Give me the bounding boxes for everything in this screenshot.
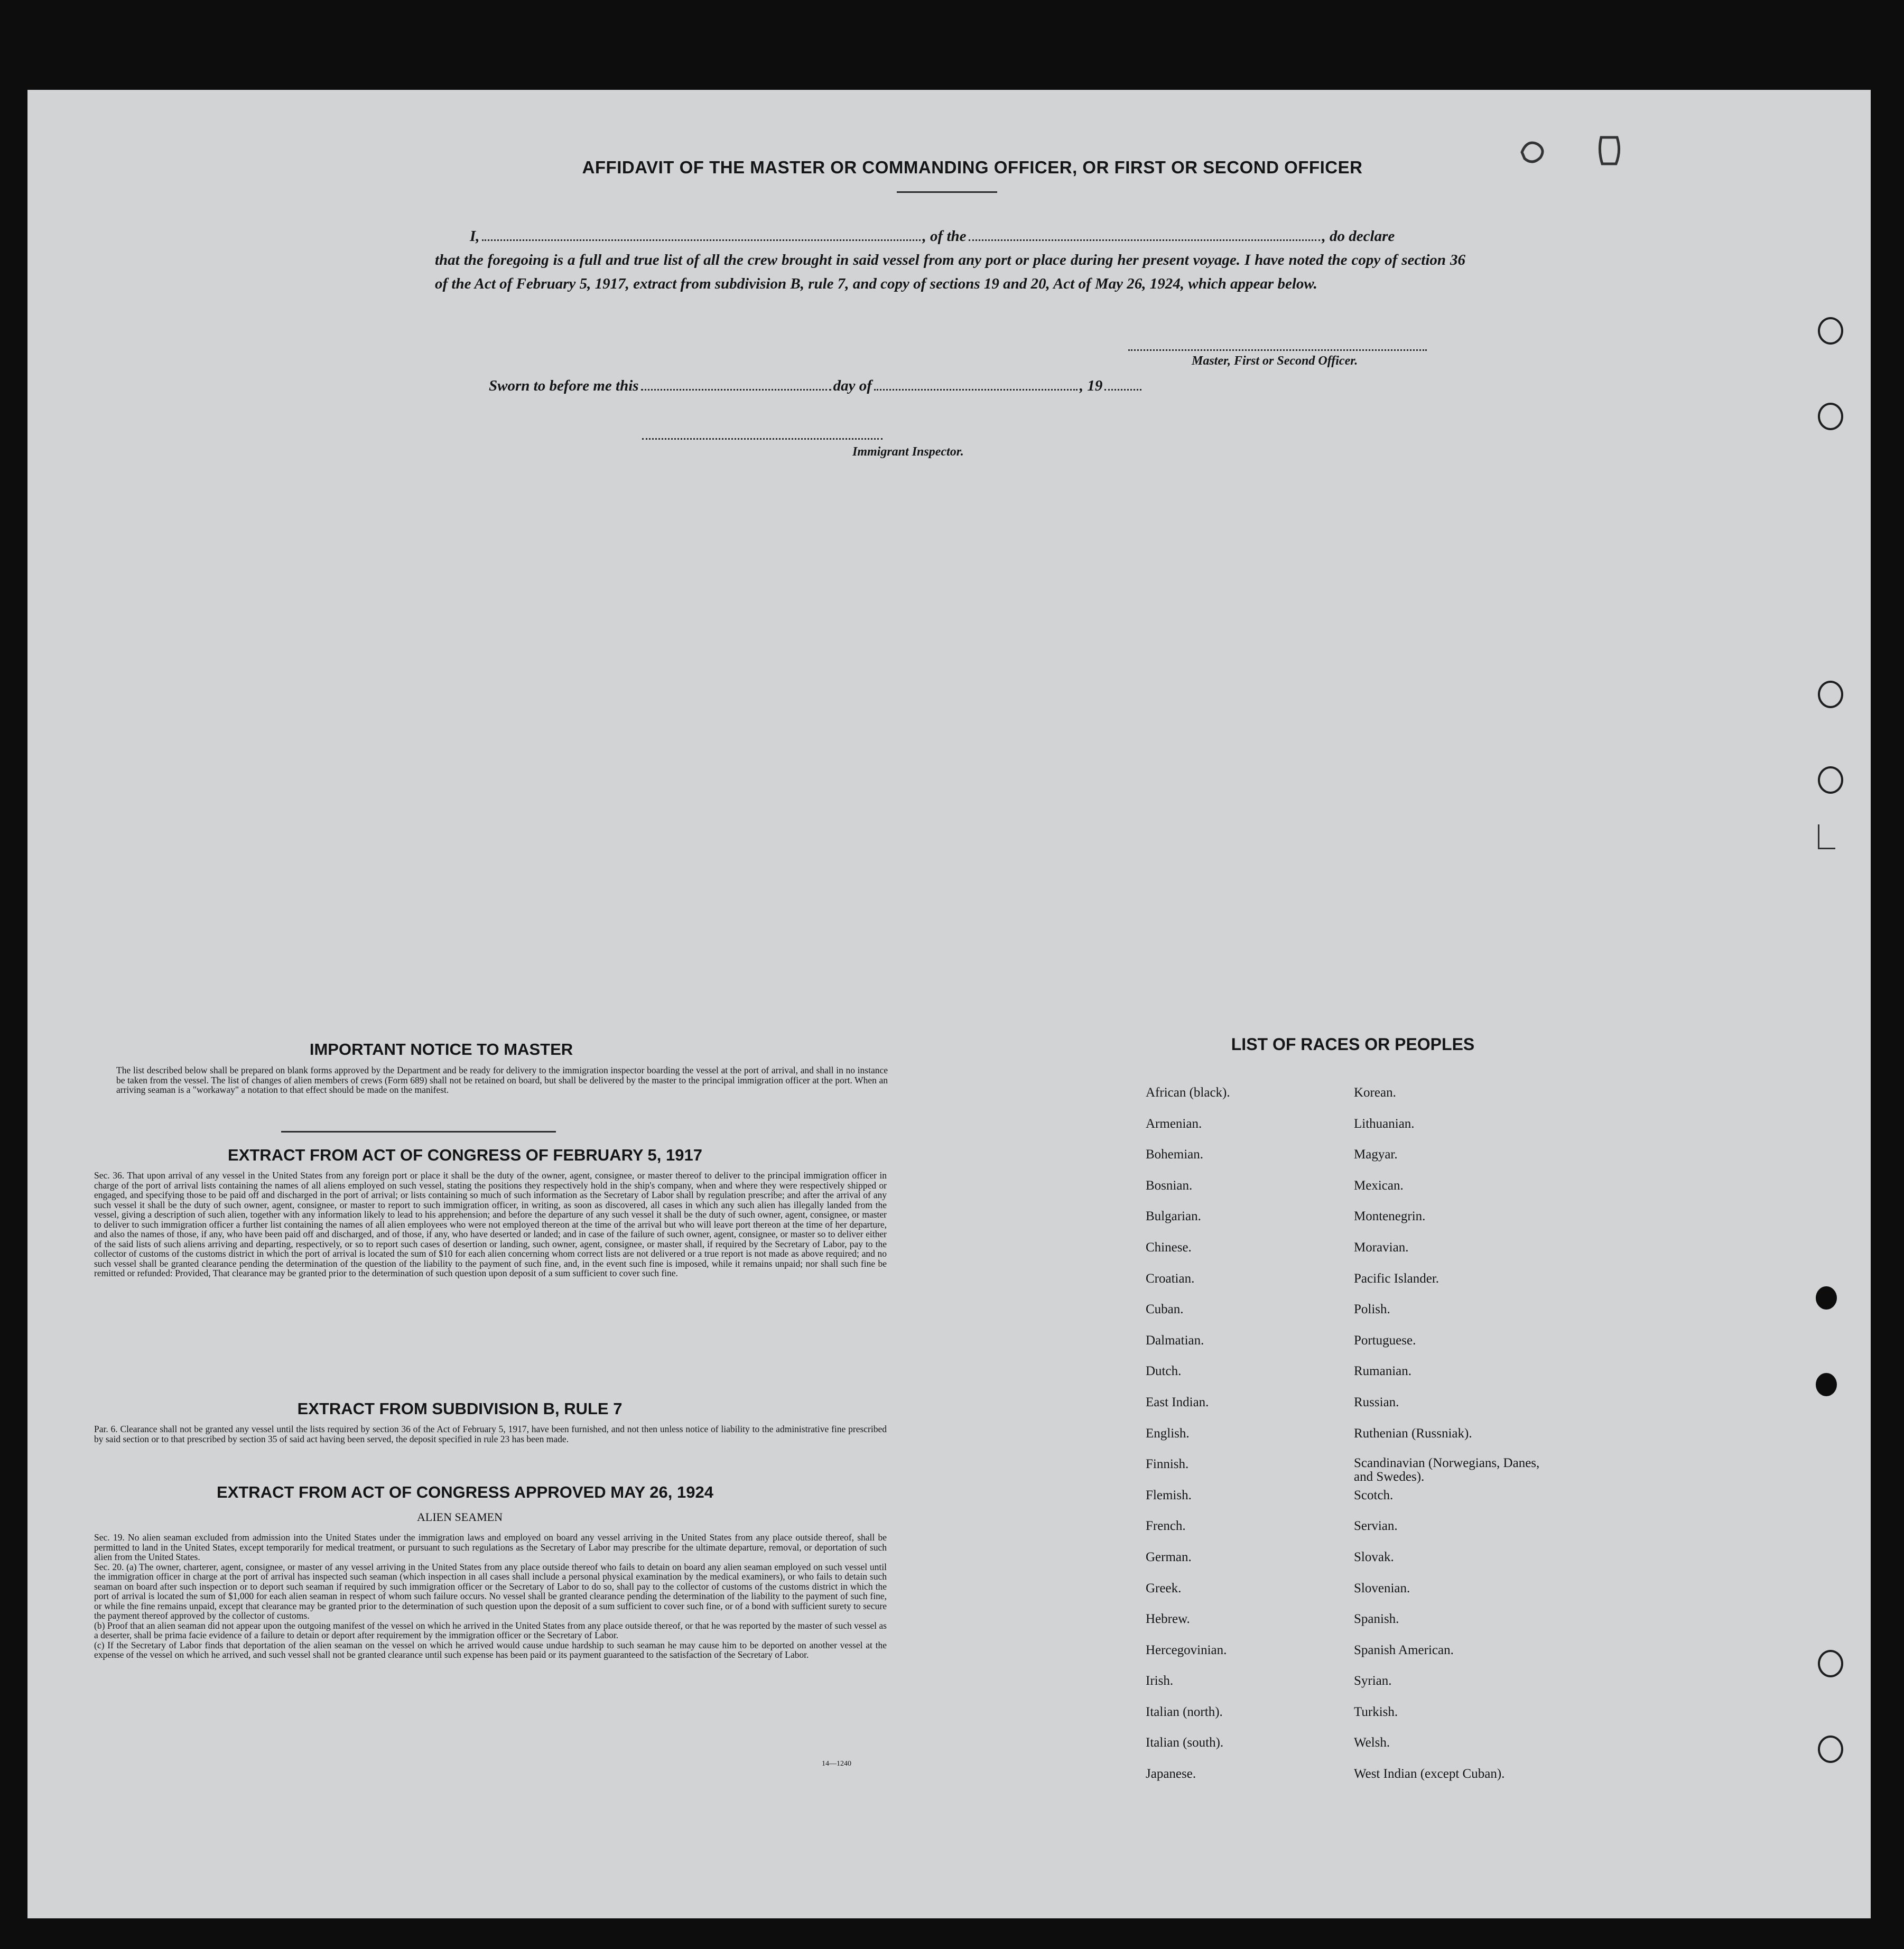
punch-hole-icon [1816, 1286, 1837, 1310]
section-20b-text: (b) Proof that an alien seaman did not appear upon the outgoing manifest of the vessel on which he arrived in the United States from any place outside thereof, or that he was reported by the master of such vessel as a deserter, shall be prima facie evidence of a failure to detain or deport after requirement by the immigration officer or the Secretary of Labor. [94, 1620, 887, 1640]
race-left-item: Finnish. [1146, 1457, 1189, 1472]
race-left-item: Irish. [1146, 1674, 1174, 1688]
of-the-label: , of the [922, 228, 967, 245]
race-right-item: Moravian. [1354, 1240, 1409, 1255]
form-number: 14—1240 [822, 1760, 851, 1768]
master-signature-line [1128, 349, 1427, 351]
notice-title: IMPORTANT NOTICE TO MASTER [309, 1040, 573, 1059]
race-right-item: Slovenian. [1354, 1581, 1410, 1595]
race-right-item: Magyar. [1354, 1147, 1398, 1162]
races-list-left [1146, 1085, 1230, 1797]
races-title: LIST OF RACES OR PEOPLES [1231, 1035, 1475, 1054]
sworn-line [489, 377, 1144, 395]
sworn-year-field-line [1104, 388, 1141, 391]
punch-hole-icon [1818, 317, 1843, 345]
race-left-item: East Indian. [1146, 1395, 1209, 1409]
race-left-item: Chinese. [1146, 1240, 1192, 1255]
race-left-item: Bosnian. [1146, 1178, 1193, 1193]
race-left-item: Hebrew. [1146, 1612, 1190, 1627]
race-right-item: West Indian (except Cuban). [1354, 1767, 1505, 1781]
race-right-item: Korean. [1354, 1085, 1396, 1100]
year-label: , 19 [1079, 377, 1103, 394]
i-label: I, [470, 228, 480, 245]
race-right-item: Scandinavian (Norwegians, Danes, and Swedes). [1354, 1456, 1540, 1484]
punch-hole-icon [1818, 1650, 1843, 1677]
stamp-mark-icon [1517, 136, 1548, 168]
race-right-item: Spanish American. [1354, 1642, 1454, 1657]
race-left-item: German. [1146, 1549, 1192, 1564]
race-left-item: Hercegovinian. [1146, 1642, 1227, 1657]
vessel-field-line [969, 239, 1320, 241]
race-left-item: Bulgarian. [1146, 1209, 1201, 1224]
race-right-item: Russian. [1354, 1395, 1399, 1409]
race-left-item: Dalmatian. [1146, 1333, 1204, 1348]
punch-hole-icon [1818, 1735, 1843, 1763]
ink-mark-icon [1596, 135, 1622, 166]
race-right-item: Scotch. [1354, 1488, 1394, 1502]
sworn-month-field-line [874, 388, 1078, 391]
inspector-signature-label: Immigrant Inspector. [852, 445, 964, 459]
master-signature-label: Master, First or Second Officer. [1192, 354, 1358, 368]
race-left-item: Cuban. [1146, 1302, 1184, 1317]
race-left-item: Greek. [1146, 1581, 1182, 1595]
sworn-label: Sworn to before me this [489, 377, 639, 394]
races-list-right [1354, 1085, 1544, 1797]
race-right-item: Ruthenian (Russniak). [1354, 1426, 1472, 1441]
race-right-item: Turkish. [1354, 1704, 1398, 1719]
section-20a-text: Sec. 20. (a) The owner, charterer, agent, consignee, or master of any vessel arriving in the United States from any place outside thereof who fails to detain on board any alien seaman employed on such vessel until the immigration officer in charge at the port of arrival has inspected such seaman (which inspection in all cases shall include a personal physical examination by the medical examiners), or who fails to detain such seaman on board after such inspection or to deport such seaman if required by such immigration officer or the Secretary of Labor to do so, shall pay to the collector of customs of the customs district in which the port of arrival is located the sum of $1,000 for each alien seaman in respect of whom such failure occurs. No vessel shall be granted clearance pending the determination of the liability to the payment of such fine, or while the fine remains unpaid, except that clearance may be granted prior to the determination of such question upon the deposit of a sum sufficient to cover such fine, or of a bond with sufficient surety to secure the payment thereof approved by the collector of customs. [94, 1561, 887, 1621]
race-right-item: Polish. [1354, 1302, 1390, 1317]
punch-hole-icon [1818, 681, 1843, 708]
punch-hole-icon [1818, 766, 1843, 794]
race-right-item: Spanish. [1354, 1612, 1399, 1627]
race-right-item: Rumanian. [1354, 1364, 1412, 1379]
name-field-line [482, 239, 921, 241]
title-divider [897, 191, 997, 193]
race-right-item: Portuguese. [1354, 1333, 1416, 1348]
race-left-item: African (black). [1146, 1085, 1230, 1100]
race-left-item: Dutch. [1146, 1364, 1182, 1379]
declaration-block [435, 225, 1465, 296]
notice-text: The list described below shall be prepared on blank forms approved by the Department and be ready for delivery to the immigration inspector boarding the vessel at the port of arrival, and shall in no instance be taken from the vessel. The list of changes of alien members of crews (Form 689) shall not be retained on board, but shall be delivered by the master to the principal immigration officer at the port. When an arriving seaman is a "workaway" a notation to that effect should be made on the manifest. [116, 1065, 888, 1095]
race-right-item: Pacific Islander. [1354, 1271, 1439, 1286]
race-left-item: Armenian. [1146, 1116, 1202, 1131]
race-right-item: Montenegrin. [1354, 1209, 1426, 1224]
race-right-item: Servian. [1354, 1519, 1398, 1534]
extract-1924-text [94, 1533, 887, 1660]
race-right-item: Welsh. [1354, 1735, 1390, 1750]
race-left-item: Croatian. [1146, 1271, 1195, 1286]
race-left-item: Italian (south). [1146, 1735, 1224, 1750]
extract-1924-title: EXTRACT FROM ACT OF CONGRESS APPROVED MAY 26, 1924 [217, 1483, 713, 1501]
section-20c-text: (c) If the Secretary of Labor finds that deportation of the alien seaman on the vessel on which he arrived would cause undue hardship to such seaman he may cause him to be deported on another vessel at the expense of the vessel on which he arrived, and such vessel shall not be granted clearance until such expense has been paid or its payment guaranteed to the satisfaction of the Secretary of Labor. [94, 1639, 887, 1660]
inspector-signature-line [642, 438, 883, 440]
declaration-text: that the foregoing is a full and true list of all the crew brought in said vessel from any port or place during her present voyage. I have noted the copy of section 36 of the Act of February 5, 1917, extract from subdivision B, rule 7, and copy of sections 19 and 20, Act of May 26, 1924, which appear below. [435, 252, 1465, 292]
day-of-label: day of [833, 377, 872, 394]
race-left-item: English. [1146, 1426, 1190, 1441]
alien-seamen-subtitle: ALIEN SEAMEN [417, 1510, 503, 1524]
corner-bracket-icon [1818, 824, 1835, 849]
extract-rule7-title: EXTRACT FROM SUBDIVISION B, RULE 7 [297, 1399, 623, 1418]
race-left-item: French. [1146, 1519, 1186, 1534]
extract-rule7-text: Par. 6. Clearance shall not be granted any vessel until the lists required by section 36 of the Act of February 5, 1917, have been furnished, and not then unless notice of liability to the administrative fine prescribed by said section or to that prescribed by section 35 of said act having been served, the deposit specified in rule 23 has been made. [94, 1424, 887, 1444]
do-declare-label: , do declare [1322, 228, 1395, 245]
race-left-item: Japanese. [1146, 1767, 1196, 1781]
notice-divider [281, 1131, 556, 1133]
race-right-item: Mexican. [1354, 1178, 1404, 1193]
race-right-item: Slovak. [1354, 1549, 1394, 1564]
extract-1917-text: Sec. 36. That upon arrival of any vessel in the United States from any foreign port or place it shall be the duty of the owner, agent, consignee, or master thereof to deliver to the principal immigration officer in charge of the port of arrival lists containing the names of all aliens employed on such vessel, stating the positions they respectively hold in the ship's company, when and where they were respectively shipped or engaged, and specifying those to be paid off and discharged in the port of arrival; or lists containing so much of such information as the Secretary of Labor shall by regulation prescribe; and after the arrival of any such vessel it shall be the duty of such owner, agent, consignee, or master to report to such immigration officer, in writing, as soon as discovered, all cases in which any such alien has illegally landed from the vessel, giving a description of such alien, together with any information likely to lead to his apprehension; and before the departure of any such vessel it shall be the duty of such owner, agent, consignee, or master to deliver to such immigration officer a further list containing the names of all alien employees who were not employed thereon at the time of the arrival but who will leave port thereon at the time of her departure, and also the names of those, if any, who have been paid off and discharged, and of those, if any, who have deserted or landed; and in case of the failure of such owner, agent, consignee, or master so to deliver either of the said lists of such aliens arriving and departing, respectively, or so to report such cases of desertion or landing, such owner, agent, consignee, or master shall, if required by the Secretary of Labor, pay to the collector of customs of the customs district in which the port of arrival is located the sum of $10 for each alien concerning whom correct lists are not delivered or a true report is not made as above required; and no such vessel shall be granted clearance pending the determination of the question of the liability to the payment of such fine, and, in the event such fine is imposed, while it remains unpaid; nor shall such fine be remitted or refunded: Provided, That clearance may be granted prior to the determination of such question upon deposit of a sum sufficient to cover such fine. [94, 1170, 887, 1278]
sworn-day-field-line [641, 388, 831, 391]
section-19-text: Sec. 19. No alien seaman excluded from admission into the United States under the immigration laws and employed on board any vessel arriving in the United States from any place outside thereof, shall be permitted to land in the United States, except temporarily for medical treatment, or pursuant to such regulations as the Secretary of Labor may prescribe for the ultimate departure, removal, or deportation of such alien from the United States. [94, 1532, 887, 1562]
punch-hole-icon [1816, 1373, 1837, 1396]
punch-hole-icon [1818, 403, 1843, 430]
extract-1917-title: EXTRACT FROM ACT OF CONGRESS OF FEBRUARY 5, 1917 [228, 1146, 702, 1164]
race-left-item: Flemish. [1146, 1488, 1192, 1502]
race-left-item: Bohemian. [1146, 1147, 1204, 1162]
affidavit-title: AFFIDAVIT OF THE MASTER OR COMMANDING OFFICER, OR FIRST OR SECOND OFFICER [582, 157, 1363, 177]
declaration-first-line [435, 225, 1465, 248]
race-right-item: Lithuanian. [1354, 1116, 1415, 1131]
race-left-item: Italian (north). [1146, 1704, 1223, 1719]
race-right-item: Syrian. [1354, 1674, 1392, 1688]
